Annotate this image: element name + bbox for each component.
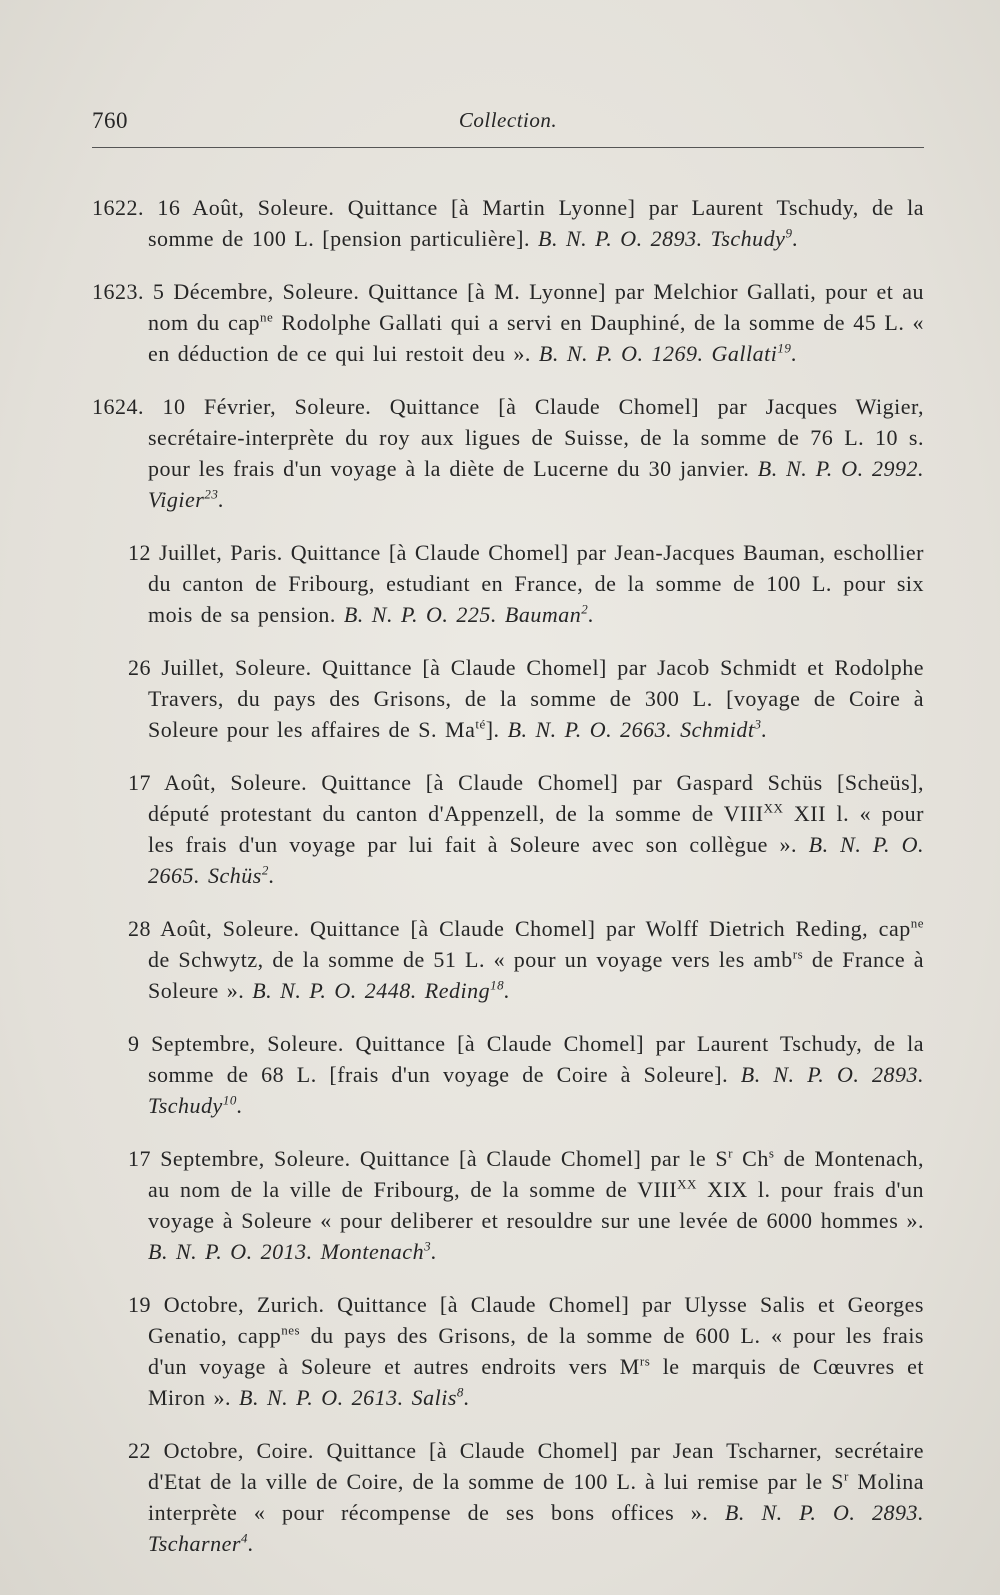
entry-list <box>92 170 924 1567</box>
text-superscript: nes <box>281 1322 301 1338</box>
entry-17-aout <box>92 767 924 891</box>
entry-text: 17 Septembre, Soleure. Quittance [à Claude Chomel] par le S <box>128 1146 729 1171</box>
entry-number: 1624. <box>92 394 144 419</box>
text-superscript: s <box>768 1145 775 1161</box>
entry-text: 19 Octobre, Zurich. Quittance [à Claude Chomel] par Ulysse Salis et Georges Genatio, capp <box>128 1292 924 1348</box>
entry-17-septembre <box>92 1143 924 1267</box>
reference-tail: . <box>236 1093 243 1118</box>
entry-26-juillet <box>92 652 924 745</box>
reference-superscript: 19 <box>777 340 792 356</box>
text-superscript: té <box>475 716 486 732</box>
entry-text: de Schwytz, de la somme de 51 L. « pour un voyage vers les amb <box>148 947 793 972</box>
source-reference: B. N. P. O. 2663. Schmidt <box>507 717 755 742</box>
text-superscript: ne <box>260 309 274 325</box>
reference-superscript: 2 <box>261 862 269 878</box>
entry-text: Molina interprète « pour récompense de ses bons offices ». <box>148 1469 924 1525</box>
reference-tail: . <box>247 1531 254 1556</box>
reference-superscript: 2 <box>581 601 589 617</box>
entry-text: 28 Août, Soleure. Quittance [à Claude Chomel] par Wolff Dietrich Reding, cap <box>128 916 911 941</box>
source-reference: B. N. P. O. 2448. Reding <box>252 978 491 1003</box>
entry-text: 17 Août, Soleure. Quittance [à Claude Chomel] par Gaspard Schüs [Scheüs], député protestant du canton d'Appenzell, de la somme de VIII <box>128 770 924 826</box>
entry-text: de Montenach, au nom de la ville de Fribourg, de la somme de VIII <box>148 1146 925 1202</box>
entry-text: Rodolphe Gallati qui a servi en Dauphiné, de la somme de 45 L. « en déduction de ce qui lui restoit deu ». <box>148 310 924 366</box>
reference-tail: . <box>504 978 511 1003</box>
reference-tail: . <box>431 1239 438 1264</box>
entry-text: de France à Soleure ». <box>148 947 924 1003</box>
source-reference: B. N. P. O. 2613. Salis <box>239 1385 457 1410</box>
reference-superscript: 18 <box>490 977 505 993</box>
reference-superscript: 10 <box>222 1092 237 1108</box>
reference-tail: . <box>761 717 768 742</box>
reference-tail: . <box>218 487 225 512</box>
entry-1623 <box>92 276 924 369</box>
text-superscript: XX <box>763 800 784 816</box>
reference-superscript: 3 <box>424 1238 432 1254</box>
entry-text: du pays des Grisons, de la somme de 600 L. « pour les frais d'un voyage à Soleure et autres endroits vers M <box>148 1323 924 1379</box>
header-rule <box>92 147 924 148</box>
page-header <box>92 108 924 140</box>
entry-text: 16 Août, Soleure. Quittance [à Martin Lyonne] par Laurent Tschudy, de la somme de 100 L. [pension particulière]. <box>148 195 924 251</box>
entry-text: 26 Juillet, Soleure. Quittance [à Claude Chomel] par Jacob Schmidt et Rodolphe Travers, du pays des Grisons, de la somme de 300 L. [voyage de Coire à Soleure pour les affaires de S. Ma <box>128 655 924 742</box>
entry-text: le marquis de Cœuvres et Miron ». <box>148 1354 925 1410</box>
text-superscript: ne <box>910 915 924 931</box>
entry-text: 10 Février, Soleure. Quittance [à Claude Chomel] par Jacques Wigier, secrétaire-interprète du roy aux ligues de Suisse, de la somme de 76 L. 10 s. pour les frais d'un voyage à la diète de Lucerne du 30 janvier. <box>148 394 924 481</box>
reference-superscript: 23 <box>204 486 219 502</box>
entry-text: 5 Décembre, Soleure. Quittance [à M. Lyonne] par Melchior Gallati, pour et au nom du cap <box>148 279 925 335</box>
text-superscript: rs <box>639 1353 651 1369</box>
entry-text: XIX l. pour frais d'un voyage à Soleure « pour deliberer et resouldre sur une levée de 6000 hommes ». <box>148 1177 924 1233</box>
text-superscript: rs <box>792 946 804 962</box>
text-superscript: r <box>843 1468 849 1484</box>
entry-19-octobre <box>92 1289 924 1413</box>
entry-22-octobre <box>92 1435 924 1559</box>
entry-1624 <box>92 391 924 515</box>
reference-superscript: 3 <box>754 716 762 732</box>
source-reference: B. N. P. O. 2665. Schüs <box>148 832 925 888</box>
source-reference: B. N. P. O. 2013. Montenach <box>148 1239 425 1264</box>
entry-text: XII l. « pour les frais d'un voyage par lui fait à Soleure avec son collègue ». <box>148 801 924 857</box>
page-number: 760 <box>92 108 128 133</box>
entry-number: 1622. <box>92 195 144 220</box>
reference-tail: . <box>463 1385 470 1410</box>
source-reference: B. N. P. O. 1269. Gallati <box>538 341 778 366</box>
entry-text: ]. <box>485 717 500 742</box>
entry-12-juillet <box>92 537 924 630</box>
reference-tail: . <box>791 341 798 366</box>
source-reference: B. N. P. O. 2893. Tscharner <box>148 1500 925 1556</box>
text-superscript: XX <box>677 1176 697 1192</box>
source-reference: B. N. P. O. 2992. Vigier <box>148 456 925 512</box>
entry-9-septembre <box>92 1028 924 1121</box>
text-superscript: r <box>728 1145 733 1161</box>
reference-tail: . <box>268 863 275 888</box>
source-reference: B. N. P. O. 2893. Tschudy <box>148 1062 924 1118</box>
entry-text: 9 Septembre, Soleure. Quittance [à Claude Chomel] par Laurent Tschudy, de la somme de 68 L. [frais d'un voyage de Coire à Soleure]. <box>128 1031 924 1087</box>
reference-superscript: 8 <box>456 1384 464 1400</box>
entry-number: 1623. <box>92 279 144 304</box>
entry-1622 <box>92 192 924 254</box>
reference-superscript: 9 <box>785 225 793 241</box>
reference-tail: . <box>588 602 595 627</box>
entry-text: 22 Octobre, Coire. Quittance [à Claude Chomel] par Jean Tscharner, secrétaire d'Etat de la ville de Coire, de la somme de 100 L. à lui remise par le S <box>128 1438 924 1494</box>
entry-28-aout <box>92 913 924 1006</box>
source-reference: B. N. P. O. 225. Bauman <box>343 602 582 627</box>
source-reference: B. N. P. O. 2893. Tschudy <box>538 226 786 251</box>
reference-tail: . <box>792 226 799 251</box>
running-title: Collection. <box>458 108 558 132</box>
reference-superscript: 4 <box>240 1530 248 1546</box>
entry-text: 12 Juillet, Paris. Quittance [à Claude Chomel] par Jean-Jacques Bauman, eschollier du canton de Fribourg, estudiant en France, de la somme de 100 L. pour six mois de sa pension. <box>128 540 924 627</box>
entry-text: Ch <box>732 1146 769 1171</box>
